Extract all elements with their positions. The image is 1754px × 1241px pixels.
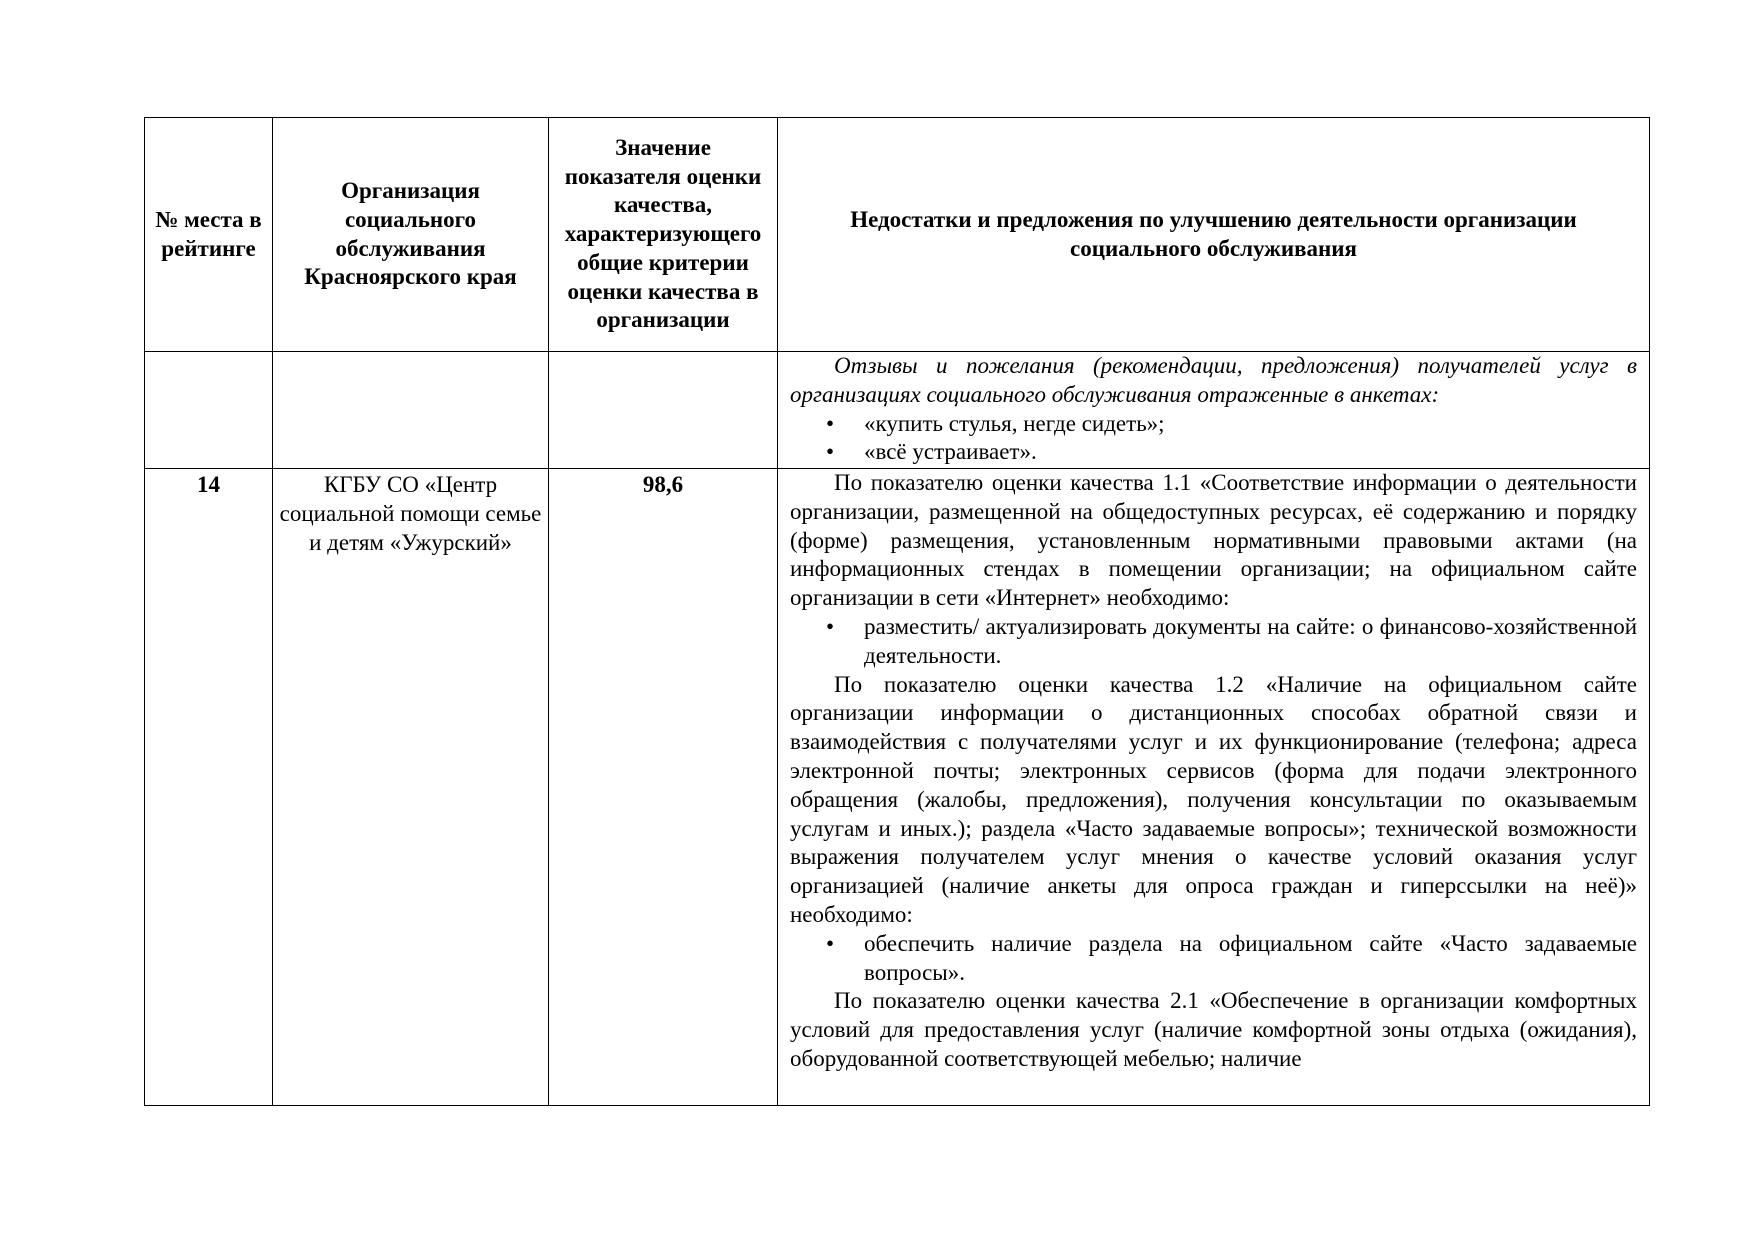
notes-list — [790, 930, 1637, 988]
cell-organization: КГБУ СО «Центр социальной помощи семье и детям «Ужурский» — [273, 469, 549, 1106]
header-rank: № места в рейтинге — [145, 118, 273, 352]
table-header-row — [145, 118, 1650, 352]
feedback-list — [790, 410, 1637, 468]
header-organization: Организация социального обслуживания Красноярского края — [273, 118, 549, 352]
cell-value — [549, 352, 778, 469]
header-notes: Недостатки и предложения по улучшению деятельности организации социального обслуживания — [778, 118, 1650, 352]
cell-rank — [145, 352, 273, 469]
table-row-continuation — [145, 352, 1650, 469]
cell-notes — [778, 352, 1650, 469]
notes-list — [790, 613, 1637, 671]
cell-notes — [778, 469, 1650, 1106]
header-value: Значение показателя оценки качества, характеризующего общие критерии оценки качества в организации — [549, 118, 778, 352]
notes-paragraph: По показателю оценки качества 1.1 «Соответствие информации о деятельности организации, размещенной на общедоступных ресурсах, её содержанию и порядку (форме) размещения, установленным нормативными правовыми актами (на информационных стендах в помещении организации; на официальном сайте организации в сети «Интернет» необходимо: — [790, 470, 1637, 611]
notes-paragraph: По показателю оценки качества 2.1 «Обеспечение в организации комфортных условий для предоставления услуг (наличие комфортной зоны отдыха (ожидания), оборудованной соответствующей мебелью; наличие — [790, 988, 1637, 1071]
list-item: • «купить стулья, негде сидеть»; — [790, 410, 1637, 439]
cell-organization — [273, 352, 549, 469]
cell-rank: 14 — [145, 469, 273, 1106]
table-row-14 — [145, 469, 1650, 1106]
document-page — [144, 117, 1650, 1106]
list-item: • «всё устраивает». — [790, 438, 1637, 467]
notes-paragraph: По показателю оценки качества 1.2 «Наличие на официальном сайте организации информации о дистанционных способах обратной связи и взаимодействия с получателями услуг и их функционирование (телефона; адреса электронной почты; электронных сервисов (форма для подачи электронного обращения (жалобы, предложения), получения консультации по оказываемым услугам и иных.); раздела «Часто задаваемые вопросы»; технической возможности выражения получателем услуг мнения о качестве условий оказания услуг организацией (наличие анкеты для опроса граждан и гиперссылки на неё)» необходимо: — [790, 671, 1637, 927]
feedback-intro: Отзывы и пожелания (рекомендации, предложения) получателей услуг в организациях социального обслуживания отраженные в анкетах: — [790, 353, 1637, 407]
cell-value: 98,6 — [549, 469, 778, 1106]
list-item: • обеспечить наличие раздела на официальном сайте «Часто задаваемые вопросы». — [790, 930, 1637, 988]
list-item: • разместить/ актуализировать документы на сайте: о финансово-хозяйственной деятельности. — [790, 613, 1637, 671]
rating-table — [144, 117, 1650, 1106]
